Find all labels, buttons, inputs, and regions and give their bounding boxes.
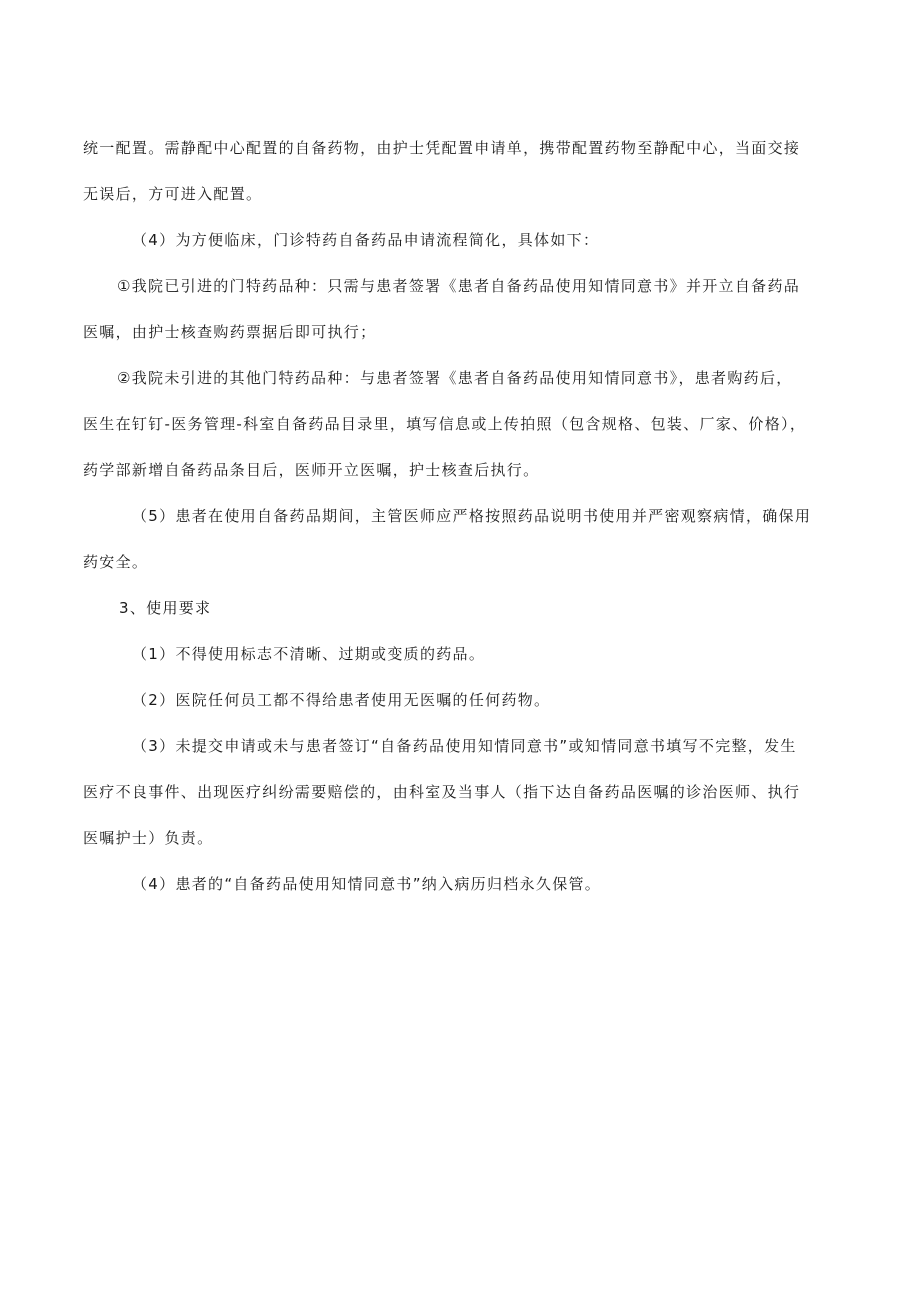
text-line: （4）患者的“自备药品使用知情同意书”纳入病历归档永久保管。 <box>132 875 602 893</box>
text-line: （4）为方便临床，门诊特药自备药品申请流程简化，具体如下： <box>132 231 600 249</box>
text-line: （2）医院任何员工都不得给患者使用无医嘱的任何药物。 <box>132 691 551 709</box>
text-line: （1）不得使用标志不清晰、过期或变质的药品。 <box>132 645 486 663</box>
text-line: 医嘱，由护士核查购药票据后即可执行； <box>83 323 377 341</box>
paragraph-requirement-3 <box>83 731 853 869</box>
text-line: 医疗不良事件、出现医疗纠纷需要赔偿的，由科室及当事人（指下达自备药品医嘱的诊治医师、执行 <box>83 783 801 801</box>
text-line: （5）患者在使用自备药品期间，主管医师应严格按照药品说明书使用并严密观察病情，确保用 <box>132 507 812 525</box>
paragraph-dispensing-center <box>83 133 853 225</box>
text-line: 医嘱护士）负责。 <box>83 829 214 847</box>
section-heading: 3、使用要求 <box>119 599 212 617</box>
text-line: ②我院未引进的其他门特药品种：与患者签署《患者自备药品使用知情同意书》，患者购药后， <box>117 369 793 387</box>
paragraph-requirement-1 <box>83 639 853 685</box>
paragraph-subitem-2-not-introduced <box>83 363 853 501</box>
paragraph-item-4-outpatient <box>83 225 853 271</box>
text-line: ①我院已引进的门特药品种：只需与患者签署《患者自备药品使用知情同意书》并开立自备药品 <box>117 277 801 295</box>
paragraph-requirement-4 <box>83 869 853 915</box>
text-line: （3）未提交申请或未与患者签订“自备药品使用知情同意书”或知情同意书填写不完整，发生 <box>132 737 797 755</box>
text-line: 医生在钉钉-医务管理-科室自备药品目录里，填写信息或上传拍照（包含规格、包装、厂家、价格）， <box>83 415 807 433</box>
document-body <box>83 133 853 915</box>
text-line: 药安全。 <box>83 553 149 571</box>
paragraph-item-5-safety <box>83 501 853 593</box>
paragraph-requirement-2 <box>83 685 853 731</box>
paragraph-subitem-1-introduced <box>83 271 853 363</box>
text-line: 药学部新增自备药品条目后，医师开立医嘱，护士核查后执行。 <box>83 461 540 479</box>
text-line: 无误后，方可进入配置。 <box>83 185 263 203</box>
section-heading-usage-requirements <box>83 593 853 639</box>
text-line: 统一配置。需静配中心配置的自备药物，由护士凭配置申请单，携带配置药物至静配中心，当面交接 <box>83 139 801 157</box>
